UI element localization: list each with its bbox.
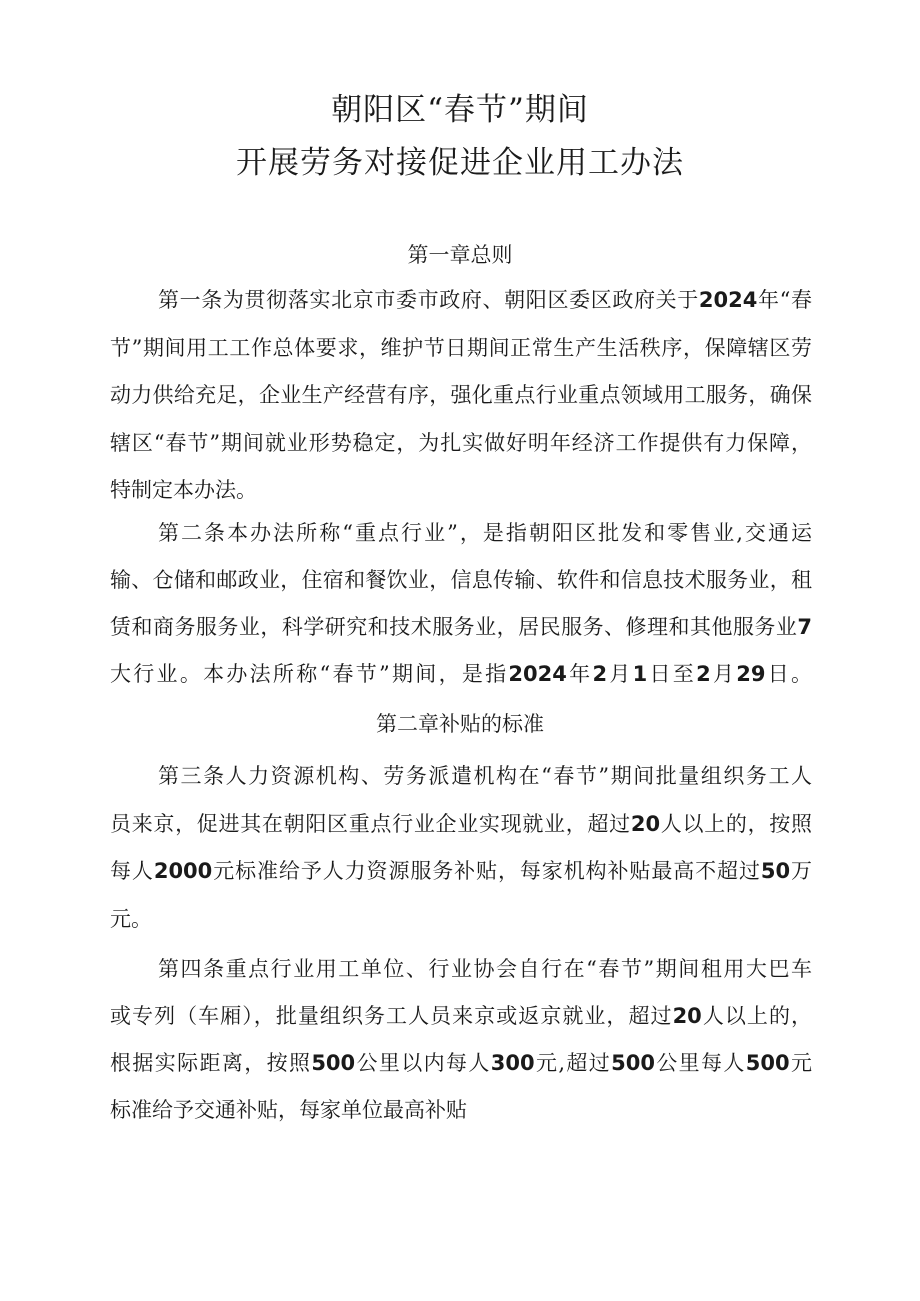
article-1-line: 特制定本办法。 [110,478,257,502]
document-title-line2: 开展劳务对接促进企业用工办法 [236,145,684,181]
article-2-line: 输、仓储和邮政业，住宿和餐饮业，信息传输、软件和信息技术服务业，租 [110,568,812,592]
document-title-line1: 朝阳区“春节”期间 [331,92,589,128]
chapter-heading-2: 第二章补贴的标准 [376,712,544,736]
article-3-line: 第三条人力资源机构、劳务派遣机构在“春节”期间批量组织务工人 [158,764,812,788]
article-3-line: 员来京，促进其在朝阳区重点行业企业实现就业，超过20人以上的，按照 [110,812,813,836]
article-4-line: 标准给予交通补贴，每家单位最高补贴 [110,1098,467,1122]
article-2-line: 第二条本办法所称“重点行业”，是指朝阳区批发和零售业,交通运 [158,521,812,545]
article-3-line: 每人2000元标准给予人力资源服务补贴，每家机构补贴最高不超过50万 [110,859,813,883]
article-2-line: 大行业。本办法所称“春节”期间，是指2024年2月1日至2月29日。 [110,662,813,686]
article-1-line: 第一条为贯彻落实北京市委市政府、朝阳区委区政府关于2024年“春 [158,288,812,312]
article-3-line: 元。 [110,907,152,931]
article-1-line: 节”期间用工工作总体要求，维护节日期间正常生产生活秩序，保障辖区劳 [110,336,812,360]
article-4-line: 根据实际距离，按照500公里以内每人300元,超过500公里每人500元 [110,1051,812,1075]
article-4-line: 或专列（车厢），批量组织务工人员来京或返京就业，超过20人以上的， [110,1004,813,1028]
article-2-line: 赁和商务服务业，科学研究和技术服务业，居民服务、修理和其他服务业7 [110,615,812,639]
article-1-line: 动力供给充足，企业生产经营有序，强化重点行业重点领域用工服务，确保 [110,383,812,407]
article-1-line: 辖区“春节”期间就业形势稳定，为扎实做好明年经济工作提供有力保障， [110,431,812,455]
article-4-line: 第四条重点行业用工单位、行业协会自行在“春节”期间租用大巴车 [158,957,812,981]
chapter-heading-1: 第一章总则 [407,243,513,267]
